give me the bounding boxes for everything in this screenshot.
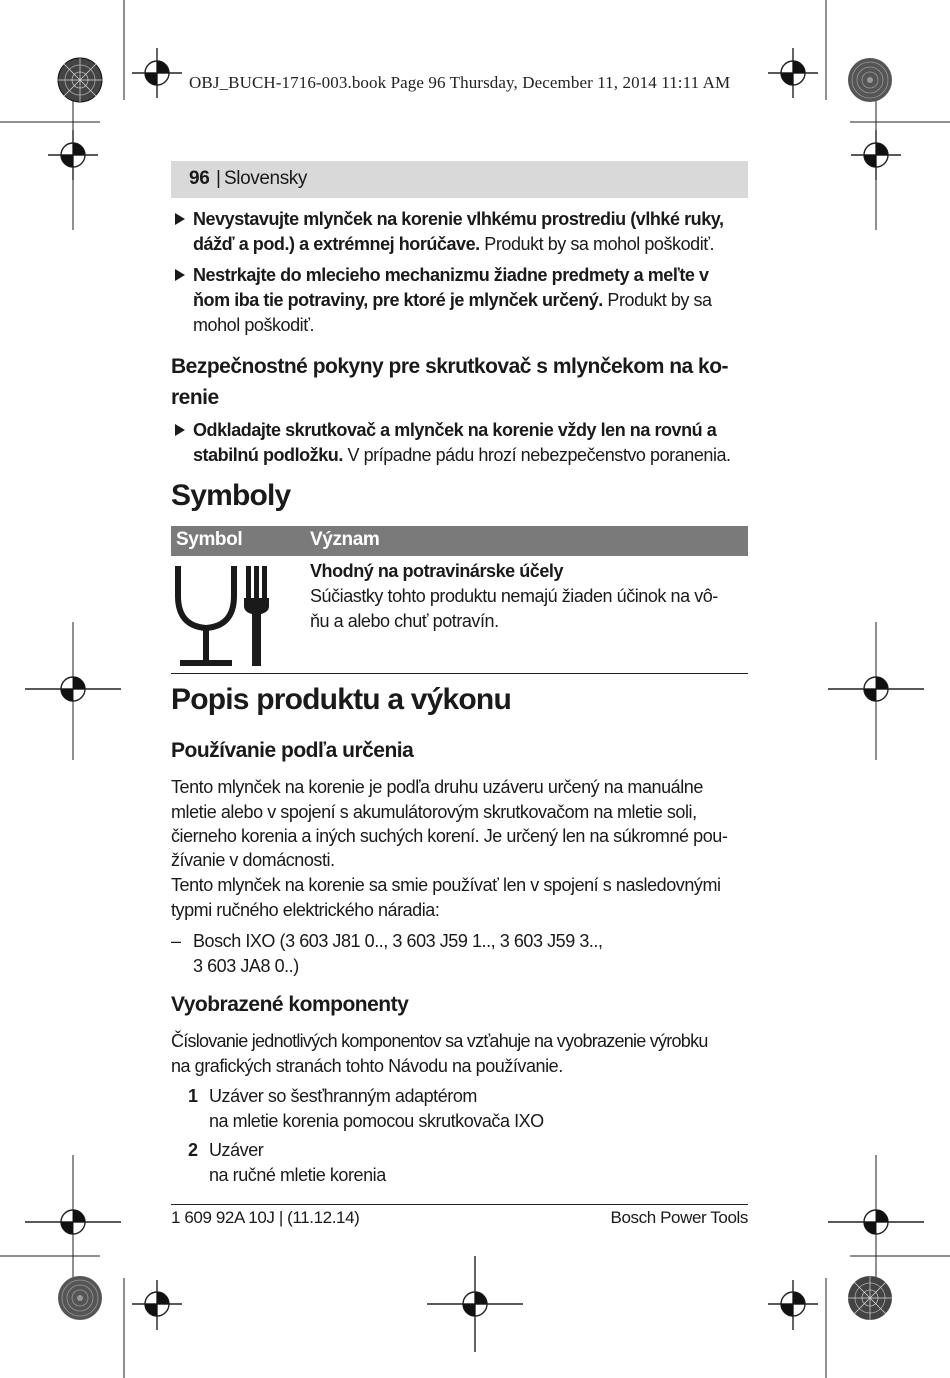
footer-doc-code: 1 609 92A 10J | (11.12.14) [171, 1208, 360, 1227]
bullet-arrow-icon [175, 269, 185, 281]
tool-list-dash: – [171, 931, 181, 951]
header-language: Slovensky [224, 168, 307, 189]
intended-use-line4: žívanie v domácnosti. [171, 850, 335, 870]
components-heading: Vyobrazené komponenty [171, 993, 409, 1016]
food-safe-glass-fork-icon [174, 562, 274, 668]
intended-use-line2: mletie alebo v spojení s akumulátorovým skrutkovačom na mletie soli, [171, 802, 697, 822]
warning-2-line2 [193, 288, 712, 313]
symbol-meaning-title: Vhodný na potravinárske účely [310, 561, 564, 581]
symbols-table-header [171, 526, 748, 556]
component-number: 2 [188, 1140, 198, 1160]
intended-use-line1: Tento mlynček na korenie je podľa druhu uzáveru určený na manuálne [171, 777, 703, 797]
components-intro-line1: Číslovanie jednotlivých komponentov sa vzťahuje na vyobrazenie výrobku [171, 1031, 708, 1051]
page-header [171, 161, 748, 198]
safety-item-line2 [193, 443, 731, 468]
header-separator: | [216, 168, 221, 189]
intended-use-line5: Tento mlynček na korenie sa smie používať len v spojení s nasledovnými [171, 875, 721, 895]
warning-1-bold: dážď a pod.) a extrémnej horúčave. [193, 234, 480, 254]
safety-item-line1: Odkladajte skrutkovač a mlynček na korenie vždy len na rovnú a [193, 420, 717, 440]
symbol-meaning-line1: Súčiastky tohto produktu nemajú žiaden účinok na vô- [310, 586, 718, 606]
product-heading: Popis produktu a výkonu [171, 683, 511, 716]
warning-2-line1: Nestrkajte do mlecieho mechanizmu žiadne predmety a meľte v [193, 265, 709, 285]
safety-item-bold: stabilnú podložku. [193, 445, 343, 465]
tool-list-line2: 3 603 JA8 0..) [193, 956, 299, 976]
intended-use-line3: čierneho korenia a iných suchých korení. Je určený len na súkromné pou- [171, 826, 728, 846]
warning-1-line2 [193, 232, 714, 257]
warning-2-consequence: Produkt by sa [602, 290, 712, 310]
book-info-line: OBJ_BUCH-1716-003.book Page 96 Thursday, December 11, 2014 11:11 AM [189, 73, 731, 92]
intended-use-line6: typmi ručného elektrického náradia: [171, 900, 440, 920]
safety-heading-line1: Bezpečnostné pokyny pre skrutkovač s mlynčekom na ko- [171, 355, 729, 378]
components-intro-line2: na grafických stranách tohto Návodu na používanie. [171, 1056, 563, 1076]
intended-use-heading: Používanie podľa určenia [171, 739, 414, 762]
table-bottom-rule [171, 673, 748, 674]
warning-2-bold: ňom iba tie potraviny, pre ktoré je mlynček určený. [193, 290, 603, 310]
component-1-line2: na mletie korenia pomocou skrutkovača IXO [209, 1111, 544, 1131]
component-2-line1: Uzáver [209, 1140, 264, 1160]
symbol-meaning-line2: ňu a alebo chuť potravín. [310, 611, 499, 631]
symbols-heading: Symboly [171, 479, 291, 512]
bullet-arrow-icon [175, 213, 185, 225]
warning-2-line3: mohol poškodiť. [193, 315, 315, 335]
warning-1-line1: Nevystavujte mlynček na korenie vlhkému prostrediu (vlhké ruky, [193, 209, 724, 229]
component-1-line1: Uzáver so šesťhranným adaptérom [209, 1086, 477, 1106]
safety-heading-line2: renie [171, 386, 219, 409]
page-number: 96 [189, 168, 210, 189]
footer-brand: Bosch Power Tools [610, 1208, 748, 1227]
col-symbol-label: Symbol [176, 529, 243, 550]
footer-rule [171, 1204, 748, 1205]
component-number: 1 [188, 1086, 198, 1106]
safety-item-consequence: V prípadne pádu hrozí nebezpečenstvo poranenia. [342, 445, 731, 465]
col-meaning-label: Význam [310, 529, 380, 550]
component-2-line2: na ručné mletie korenia [209, 1165, 386, 1185]
bullet-arrow-icon [175, 424, 185, 436]
tool-list-line1: Bosch IXO (3 603 J81 0.., 3 603 J59 1.., 3 603 J59 3.., [193, 931, 603, 951]
warning-1-consequence: Produkt by sa mohol poškodiť. [479, 234, 715, 254]
